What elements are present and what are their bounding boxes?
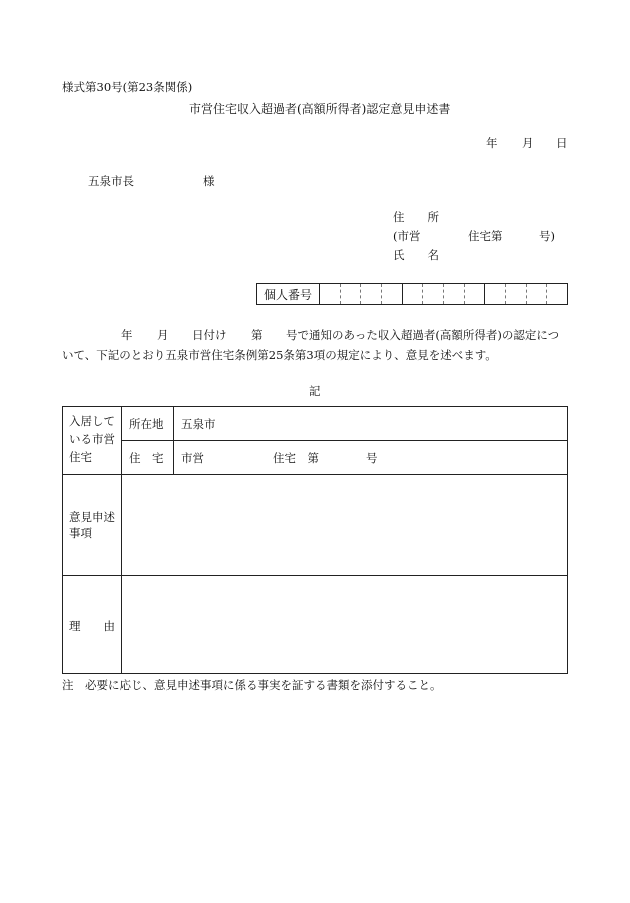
my-number-digit-field[interactable] (465, 284, 485, 304)
my-number-digit-field[interactable] (444, 284, 465, 304)
body-month: 月 (157, 328, 169, 342)
housing-label: 住 宅 (129, 451, 164, 465)
housing-mid-label: 住宅 第 (273, 451, 319, 465)
location-value[interactable]: 五泉市 (181, 417, 216, 431)
ki-heading: 記 (309, 384, 321, 398)
my-number-digit-field[interactable] (403, 284, 424, 304)
reason-field[interactable] (122, 576, 567, 673)
table-divider (122, 440, 567, 441)
my-number-digit-field[interactable] (527, 284, 548, 304)
date-year-label: 年 (486, 136, 498, 150)
my-number-digit-field[interactable] (320, 284, 341, 304)
body-year: 年 (121, 328, 133, 342)
residence-label: 入居して いる市営 住宅 (69, 414, 115, 464)
location-label: 所在地 (129, 417, 164, 431)
date-month-label: 月 (522, 136, 534, 150)
form-number: 様式第30号(第23条関係) (62, 80, 193, 94)
my-number-group (485, 284, 567, 304)
opinion-field[interactable] (122, 475, 567, 575)
opinion-label: 意見申述 事項 (69, 510, 115, 540)
my-number-group (403, 284, 486, 304)
my-number-digit-field[interactable] (341, 284, 362, 304)
footnote: 注 必要に応じ、意見申述事項に係る事実を証する書類を添付すること。 (62, 678, 442, 692)
body-line1-rest: 号で通知のあった収入超過者(高額所得者)の認定につ (286, 328, 560, 342)
reason-label: 理 由 (69, 619, 115, 633)
document-title: 市営住宅収入超過者(高額所得者)認定意見申述書 (189, 102, 451, 116)
housing-city: 市営 (181, 451, 204, 465)
my-number-box (256, 283, 568, 305)
address-label: 住 所 (393, 210, 439, 224)
my-number-digit-field[interactable] (547, 284, 567, 304)
my-number-label: 個人番号 (257, 284, 320, 304)
housing-close: 号) (539, 229, 555, 243)
housing-end-label: 号 (366, 451, 378, 465)
name-label: 氏 名 (393, 248, 439, 262)
my-number-digit-field[interactable] (361, 284, 382, 304)
my-number-digit-field[interactable] (506, 284, 527, 304)
addressee-suffix: 様 (203, 174, 215, 188)
my-number-digit-field[interactable] (382, 284, 402, 304)
addressee-name: 五泉市長 (88, 174, 134, 188)
my-number-digit-field[interactable] (423, 284, 444, 304)
body-line2: いて、下記のとおり五泉市営住宅条例第25条第3項の規定により、意見を述べます。 (62, 348, 497, 362)
body-date: 日付け (192, 328, 227, 342)
body-no: 第 (251, 328, 263, 342)
my-number-group (320, 284, 403, 304)
housing-mid: 住宅第 (468, 229, 503, 243)
my-number-digit-field[interactable] (485, 284, 506, 304)
date-day-label: 日 (556, 136, 568, 150)
opinion-table (62, 406, 568, 674)
housing-open: (市営 (393, 229, 421, 243)
